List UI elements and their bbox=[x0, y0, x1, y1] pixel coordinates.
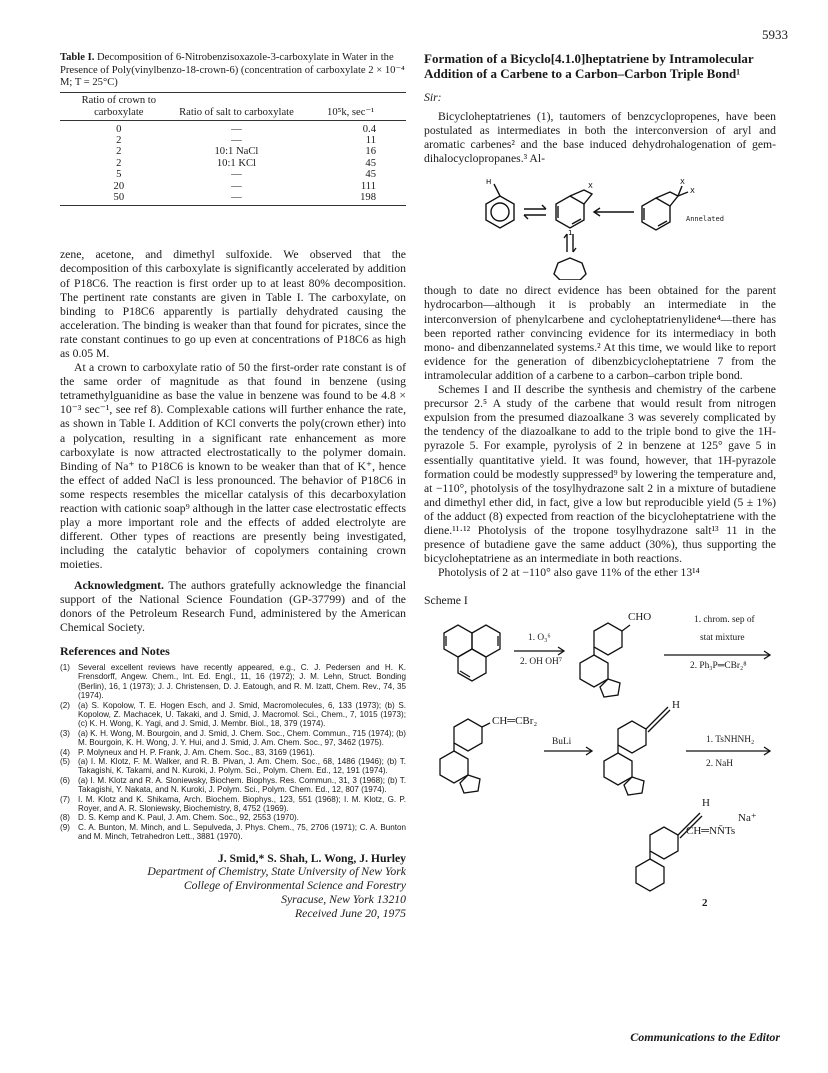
x-label: X bbox=[680, 178, 685, 187]
table-cell: 198 bbox=[295, 192, 406, 206]
table-cell: 10:1 KCl bbox=[216, 157, 257, 169]
paragraph: Bicycloheptatrienes (1), tautomers of benzcyclopropenes, have been postulated as intermediates in both the interconversion of aryl and aromatic carbenes² and the base induced dehydrohalogenation of gem-dihalocyclopropanes.³ Al- bbox=[424, 110, 776, 166]
table-cell: — bbox=[231, 134, 242, 146]
reference-item bbox=[60, 776, 406, 795]
reference-item bbox=[60, 663, 406, 701]
table-row bbox=[60, 169, 406, 180]
x-label: X bbox=[690, 187, 695, 196]
reference-number: (2) bbox=[60, 700, 70, 710]
scheme-title: Scheme I bbox=[424, 594, 468, 608]
table-cell: 10:1 NaCl bbox=[214, 146, 259, 158]
reference-text: P. Molyneux and H. P. Frank, J. Am. Chem. Soc., 83, 3169 (1961). bbox=[78, 747, 315, 757]
right-column bbox=[424, 52, 776, 911]
cyclopropane-ring bbox=[642, 198, 670, 230]
reference-text: I. M. Klotz and K. Shikama, Arch. Biochem. Biophys., 123, 551 (1968); I. M. Klotz, G. P. Royer, and A. R. Sloniewsky, Biochemistry, 8, 4752 (1969). bbox=[78, 794, 406, 813]
table-cell: 2 bbox=[116, 157, 122, 169]
table-cell: — bbox=[231, 169, 242, 181]
left-column bbox=[60, 52, 406, 921]
reference-item bbox=[60, 823, 406, 842]
reference-item bbox=[60, 729, 406, 748]
reference-number: (8) bbox=[60, 813, 70, 823]
paragraph: Schemes I and II describe the synthesis and chemistry of the carbene precursor 2.⁵ A study of the carbene that would result from nitrogen expulsion from the presumed diazoalkane 3 was severely complicated by the tendency of the diazoalkane to add to the triple bond to give the 1H-pyrazole 5. For example, pyrolysis of 2 in benzene at 125° gave 5 in essentially quantitative yield. It was found, however, that 1H-pyrazole formation could be modestly suppressed⁹ by lowering the temperature and, at −110°, photolysis of the tosylhydrazone salt 2 in a mixture of butadiene and dimethyl ether did, in fact, give a low but reproducible yield (5 ± 1%) of the adduct (8) expected from reaction of the bicycloheptatriene with the diene.¹¹·¹² Photolysis of the tropone tosylhydrazone salt¹³ 11 in the presence of butadiene gave the same adduct (30%), thus supporting the bicycloheptatriene as an intermediate in both reactions. bbox=[424, 383, 776, 566]
acknowledgment-heading: Acknowledgment. bbox=[74, 578, 164, 592]
reference-text: C. A. Bunton, M. Minch, and L. Sepulveda, J. Phys. Chem., 75, 2706 (1971); C. A. Bunton and M. Minch, Tetrahedron Lett., 3881 (1970). bbox=[78, 822, 406, 842]
table-header: Ratio of crown to carboxylate bbox=[60, 92, 178, 120]
table-cell: 0.4 bbox=[362, 123, 376, 135]
table-cell: 2 bbox=[116, 146, 122, 158]
paragraph: Photolysis of 2 at −110° also gave 11% of the ether 13¹⁴ bbox=[438, 566, 700, 580]
aromatic-circle bbox=[491, 203, 509, 221]
reference-number: (3) bbox=[60, 728, 70, 738]
reagent-label: 1. TsNHNH₂ bbox=[706, 735, 755, 746]
table-row bbox=[60, 192, 406, 206]
reference-item bbox=[60, 701, 406, 729]
reference-number: (6) bbox=[60, 775, 70, 785]
cho-label: CHO bbox=[628, 611, 652, 624]
reference-text: D. S. Kemp and K. Paul, J. Am. Chem. Soc., 92, 2553 (1970). bbox=[78, 813, 299, 823]
cycloheptatrienylidene-ring bbox=[554, 258, 586, 280]
table-cell: 45 bbox=[365, 157, 376, 169]
reference-text: Several excellent reviews have recently appeared, e.g., C. J. Pedersen and H. K. Frensdorff, Angew. Chem., Int. Ed. Engl., 11, 16 (1972); J. M. Lehn, Struct. Bonding (Berlin), 16, 1 (1973); J. J. Christensen, D. J. Eatough, and R. M. Izatt, Chem. Rev., 74, 35 (1974). bbox=[78, 662, 406, 701]
bicyclic-ring bbox=[556, 196, 584, 228]
scheme-i-diagram bbox=[424, 611, 776, 911]
reagent-label: BuLi bbox=[552, 737, 572, 748]
paragraph: though to date no direct evidence has been obtained for the parent hydrocarbon—although it is probably an intermediate in the interconversion of phenylcarbene and cycloheptatrienylidene⁴—there has been reported rather convincing evidence for its intermediacy in both mono- and dibenzannelated systems.² At this time, we would like to report evidence for the generation of dibenzbicycloheptatriene 7 from the intramolecular addition of a carbene to a carbon–carbon triple bond. bbox=[424, 284, 776, 382]
table-caption-text: Decomposition of 6-Nitrobenzisoxazole-3-carboxylate in Water in the Presence of Poly(vinylbenzo-18-crown-6) (concentration of carboxylate 2 × 10⁻⁴ M; T = 25°C) bbox=[60, 52, 405, 88]
reference-number: (7) bbox=[60, 794, 70, 804]
reference-item bbox=[60, 748, 406, 757]
salutation: Sir: bbox=[424, 91, 442, 104]
h-label: H bbox=[702, 797, 710, 810]
reference-text: (a) S. Kopolow, T. E. Hogen Esch, and J. Smid, Macromolecules, 6, 133 (1973); (b) S. Kopolow, Z. Machacek, U. Takaki, and J. Smid, J. Macromol. Sci., Chem., 7, 1015 (1973); (c) K. H. Wong, K. Yagi, and J. Smid, J. Membr. Biol., 18, 379 (1974). bbox=[78, 700, 406, 729]
chcbr2-label: CH═CBr₂ bbox=[492, 715, 538, 728]
table-cell: 5 bbox=[116, 169, 122, 181]
affiliation-line: Syracuse, New York 13210 bbox=[281, 892, 406, 906]
rate-table bbox=[60, 92, 406, 207]
table-row bbox=[60, 120, 406, 135]
reagent-label: 2. Ph₃P═CBr₂⁸ bbox=[690, 661, 747, 672]
affiliation-line: Department of Chemistry, State University of New York bbox=[147, 864, 406, 878]
table-cell: 2 bbox=[116, 134, 122, 146]
table-row bbox=[60, 158, 406, 169]
table-caption-label: Table I. bbox=[60, 52, 95, 63]
table-row bbox=[60, 146, 406, 157]
reference-number: (5) bbox=[60, 756, 70, 766]
cation-label: Na⁺ bbox=[738, 812, 757, 825]
left-body-text bbox=[60, 248, 406, 635]
table-row bbox=[60, 181, 406, 192]
reagent-label: 1. O₃⁶ bbox=[528, 633, 551, 644]
received-date: Received June 20, 1975 bbox=[295, 906, 406, 920]
paragraph: At a crown to carboxylate ratio of 50 the first-order rate constant is of the same order of magnitude as that found in benzene (using tetramethylguanidine as base the value in benzene was found to be 4.8 × 10⁻³ sec⁻¹, see ref 8). Complexable cations will further enhance the rate, as shown in Table I. Addition of KCl converts the poly(crown ether) into a polycation, resulting in a significant rate enhancement as more carboxylate is now attracted electrostatically to the polymer domain. Binding of Na⁺ to P18C6 is known to be weaker than that of K⁺, hence the effect of added NaCl is less pronounced. The behavior of P18C6 in some respects resembles the micellar catalysis of this decarboxylation reaction with cationic soap⁹ although in the latter case electrostatic effects play a more important role and the effects of added electrolyte are different. Other types of reactions are presently being investigated, including the catalytic behavior of copolymers containing crown moieties. bbox=[60, 361, 406, 572]
bond bbox=[494, 184, 500, 196]
table-caption bbox=[60, 52, 406, 90]
reference-number: (1) bbox=[60, 662, 70, 672]
tosylhydrazone-label: CH═NN̄Ts bbox=[686, 825, 736, 838]
right-body-text bbox=[424, 110, 776, 166]
table-cell: 11 bbox=[365, 134, 376, 146]
compound-number: 1 bbox=[568, 229, 573, 238]
x-label: X bbox=[588, 182, 593, 191]
reagent-label: 2. NaH bbox=[706, 759, 734, 770]
reference-text: (a) I. M. Klotz and R. A. Sloniewsky, Biochem. Biophys. Res. Commun., 31, 3 (1968); (b) T. Takagishi, Y. Nakata, and N. Kuroki, J. Polym. Sci., Polym. Chem. Ed., 12, 807 (1974). bbox=[78, 775, 406, 795]
bicycloheptatriene-diagram bbox=[424, 172, 776, 280]
table-cell: — bbox=[231, 180, 242, 192]
affiliation-line: College of Environmental Science and Forestry bbox=[183, 878, 406, 892]
table-cell: 45 bbox=[365, 169, 376, 181]
reference-number: (4) bbox=[60, 747, 70, 757]
right-body-text-2 bbox=[424, 284, 776, 580]
footer-section-label: Communications to the Editor bbox=[630, 1030, 780, 1044]
reference-item bbox=[60, 795, 406, 814]
table-cell: — bbox=[178, 192, 296, 206]
paragraph: zene, acetone, and dimethyl sulfoxide. We observed that the decomposition of this carboxylate is significantly accelerated by addition of P18C6. The reaction is first order up to at least 80% decomposition. The pertinent rate constants are given in Table I. The carboxylate, on binding to P18C6 apparently is partially dehydrated causing the acceleration. The binding is weaker than that found for picrates, since the rate constant continues to go up even at concentrations of P18C6 as high as 0.05 M. bbox=[60, 248, 406, 360]
table-header: 10⁵k, sec⁻¹ bbox=[295, 92, 406, 120]
references-list bbox=[60, 663, 406, 842]
table-cell: 0 bbox=[116, 123, 122, 135]
compound-number: 2 bbox=[702, 897, 708, 910]
reagent-label: 1. chrom. sep of bbox=[694, 615, 755, 626]
table-header: Ratio of salt to carboxylate bbox=[178, 92, 296, 120]
table-cell: 111 bbox=[360, 180, 376, 192]
table-cell: 50 bbox=[60, 192, 178, 206]
page-number: 5933 bbox=[762, 27, 788, 42]
table-row bbox=[60, 135, 406, 146]
h-label: H bbox=[486, 178, 492, 187]
reference-item bbox=[60, 757, 406, 776]
reagent-label: 2. OH OH⁷ bbox=[520, 657, 563, 668]
table-cell: — bbox=[231, 123, 242, 135]
article-title: Formation of a Bicyclo[4.1.0]heptatriene by Intramolecular Addition of a Carbene to a Carbon–Carbon Triple Bond¹ bbox=[424, 51, 754, 81]
reagent-label: stat mixture bbox=[700, 633, 745, 644]
benzene-ring bbox=[486, 196, 514, 228]
table-cell: 20 bbox=[113, 180, 125, 192]
reference-text: (a) K. H. Wong, M. Bourgoin, and J. Smid, J. Chem. Soc., Chem. Commun., 715 (1974); (b) M. Bourgoin, K. H. Wong, J. Y. Hui, and J. Smid, J. Am. Chem. Soc., 97, 3462 (1975). bbox=[78, 728, 406, 748]
structure-drawing bbox=[424, 172, 776, 280]
authors: J. Smid,* S. Shah, L. Wong, J. Hurley bbox=[217, 851, 406, 865]
reference-item bbox=[60, 813, 406, 822]
acknowledgment bbox=[60, 579, 406, 635]
h-label: H bbox=[672, 699, 680, 712]
references-heading: References and Notes bbox=[60, 643, 170, 658]
acknowledgment-text: The authors gratefully acknowledge the financial support of the National Science Foundation (GP-37799) and of the donors of the Petroleum Research Fund, administered by the American Chemical Society. bbox=[60, 578, 407, 634]
reference-number: (9) bbox=[60, 822, 70, 832]
annelated-label: Annelated bbox=[686, 215, 724, 224]
reference-text: (a) I. M. Klotz, F. M. Walker, and R. B. Pivan, J. Am. Chem. Soc., 68, 1486 (1946); (b) T. Takagishi, K. Takami, and N. Kuroki, J. Polym. Sci., Polym. Chem. Ed., 12, 191 (1974). bbox=[78, 756, 406, 776]
table-cell: 16 bbox=[365, 146, 376, 158]
